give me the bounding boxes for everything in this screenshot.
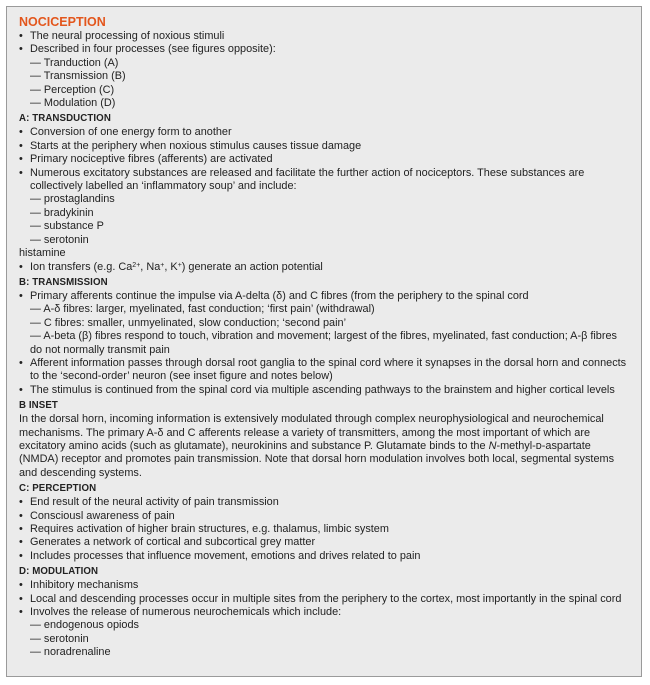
list-item: — Tranduction (A) <box>30 56 119 69</box>
list-item: • Generates a network of cortical and subcortical grey matter <box>19 536 631 549</box>
list-item: • Numerous excitatory substances are released and facilitate the further action of nociceptors. These substances are collectively labelled an ‘inflammatory soup’ and include: <box>19 167 631 194</box>
list-item: • End result of the neural activity of pain transmission <box>19 496 631 509</box>
list-item: — substance P <box>30 220 104 233</box>
list-item: • Local and descending processes occur in multiple sites from the periphery to the cortex, most importantly in the spinal cord <box>19 593 631 606</box>
section-heading-inset: B INSET <box>19 400 58 412</box>
list-item: • Inhibitory mechanisms <box>19 579 631 592</box>
list-item: • Ion transfers (e.g. $Ca^{2+}$, Na+, K+) generate an action potential <box>19 261 631 274</box>
list-item: • Primary afferents continue the impulse via A-delta (δ) and C fibres (from the periphery to the spinal cord <box>19 290 631 303</box>
list-item: • The stimulus is continued from the spinal cord via multiple ascending pathways to the brainstem and higher cortical levels <box>19 384 631 397</box>
list-item: — A-beta (β) fibres respond to touch, vibration and movement; largest of the fibres, myelinated, fast conduction; A-β fibres do not normally transmit pain <box>30 330 617 356</box>
list-item: • Starts at the periphery when noxious stimulus causes tissue damage <box>19 140 631 153</box>
list-item: — Modulation (D) <box>30 97 116 110</box>
transmission-list <box>19 290 631 397</box>
list-item: — A-δ fibres: larger, myelinated, fast conduction; ‘first pain’ (withdrawal) <box>30 303 375 316</box>
list-item: • Consciousl awareness of pain <box>19 510 631 523</box>
list-item: • Requires activation of higher brain structures, e.g. thalamus, limbic system <box>19 523 631 536</box>
ion-transfer-list <box>19 261 631 274</box>
list-item: — Transmission (B) <box>30 70 126 83</box>
section-heading-modulation: D: MODULATION <box>19 566 99 578</box>
transduction-list <box>19 126 631 260</box>
list-item: • The neural processing of noxious stimuli <box>19 30 631 43</box>
section-heading-perception: C: PERCEPTION <box>19 483 97 495</box>
inset-paragraph: In the dorsal horn, incoming information is extensively modulated through complex neurophysiological and neurochemical mechanisms. The primary A-δ and C afferents release a variety of transmitters, among the most important of which are excitatory amino acids (such as glutamate), neurokinins and substance P. Glutamate binds to the N-methyl-ᴅ-aspartate (NMDA) receptor and promotes pain transmission. Note that dorsal horn modulation involves both local, segmental systems and descending systems. <box>19 413 615 479</box>
list-item: histamine <box>19 247 66 260</box>
list-item: • Involves the release of numerous neurochemicals which include: <box>19 606 631 619</box>
section-heading-transmission: B: TRANSMISSION <box>19 276 108 288</box>
list-item: — Perception (C) <box>30 83 115 96</box>
perception-list <box>19 496 631 563</box>
list-item: — serotonin <box>30 632 89 645</box>
list-item: — C fibres: smaller, unmyelinated, slow conduction; ‘second pain’ <box>30 316 346 329</box>
panel-title: NOCICEPTION <box>19 15 106 29</box>
section-heading-transduction: A: TRANSDUCTION <box>19 113 111 125</box>
list-item: • Described in four processes (see figures opposite): <box>19 43 631 56</box>
intro-list <box>19 30 631 110</box>
list-item: • Afferent information passes through dorsal root ganglia to the spinal cord where it synapses in the dorsal horn and connects to the ‘second-order’ neuron (see inset figure and notes below) <box>19 357 631 384</box>
list-item: — noradrenaline <box>30 646 111 659</box>
modulation-list <box>19 579 631 659</box>
list-item: — prostaglandins <box>30 193 115 206</box>
list-item: • Conversion of one energy form to another <box>19 126 631 139</box>
list-item: — serotonin <box>30 233 89 246</box>
list-item: — endogenous opiods <box>30 619 139 632</box>
list-item: • Primary nociceptive fibres (afferents) are activated <box>19 153 631 166</box>
list-item: • Includes processes that influence movement, emotions and drives related to pain <box>19 550 631 563</box>
nociception-panel <box>6 6 642 677</box>
list-item: — bradykinin <box>30 206 94 219</box>
